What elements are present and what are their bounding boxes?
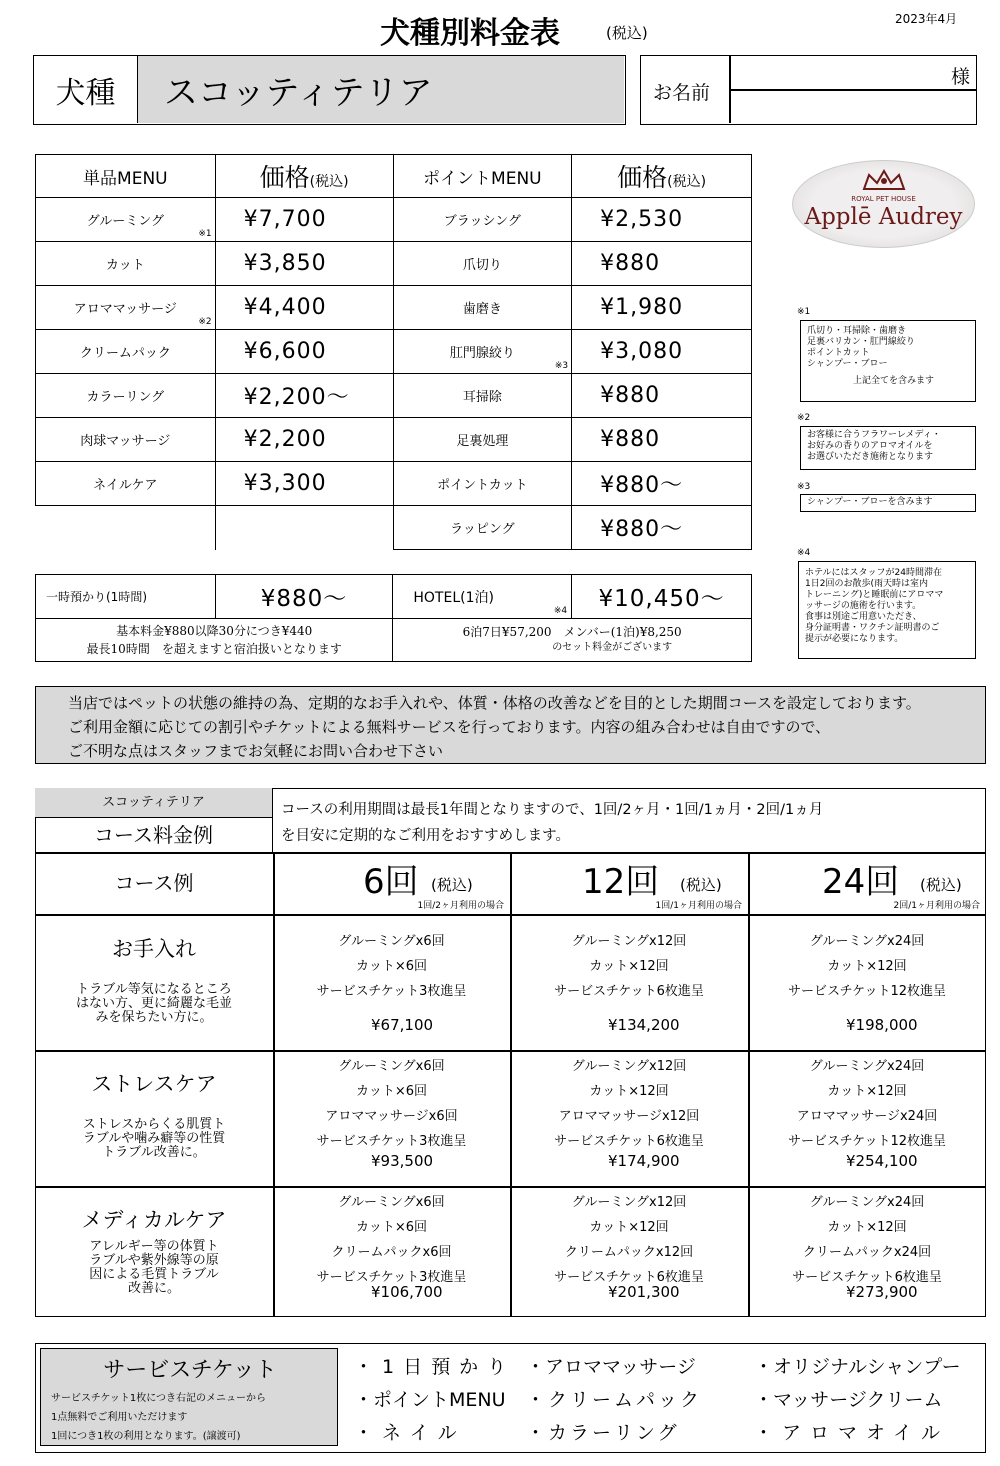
note-4-line: トレーニング)と睡眠前にアロママ: [805, 590, 944, 600]
day-care-note-1: 基本料金¥880以降30分につき¥440: [116, 624, 313, 638]
ticket-menu-item: ・アロママッサージ: [526, 1356, 696, 1378]
menu-row: [36, 506, 752, 550]
course-desc-line: 改善に。: [127, 1281, 180, 1296]
single-item-price: ¥7,700: [215, 198, 393, 242]
plan-header: [510, 852, 748, 914]
plan-tax: (税込): [920, 876, 962, 894]
footnote-mark: ※2: [198, 317, 212, 327]
plan-tax: (税込): [431, 876, 473, 894]
course-cell-price: ¥106,700: [371, 1283, 443, 1301]
course-desc-line: トラブル改善に。: [102, 1145, 206, 1160]
ticket-section: [35, 1343, 986, 1453]
course-desc: [35, 983, 273, 1025]
menu-row: [36, 374, 752, 418]
point-item-name: [393, 242, 572, 286]
course-cell: [273, 1190, 510, 1290]
note-2: [800, 426, 976, 470]
note-1-line: 爪切り・耳掃除・歯磨き: [807, 326, 907, 336]
course-desc-line: ストレスからくる肌質ト: [82, 1117, 226, 1132]
empty-cell: [215, 506, 393, 550]
course-example-label: コース例: [114, 871, 194, 895]
page-title: 犬種別料金表: [380, 16, 560, 51]
note-4-line: 食事は別途ご用意いただき、: [805, 612, 922, 622]
point-item-label: 耳掃除: [462, 390, 502, 405]
single-item-price: ¥2,200〜: [215, 374, 393, 418]
point-item-price: ¥880: [572, 418, 752, 462]
ticket-menu-item: ・オリジナルシャンプー: [754, 1356, 961, 1378]
info-line: ご不明な点はスタッフまでお気軽にお問い合わせ下さい: [68, 742, 444, 760]
plan-header: [748, 852, 986, 914]
course-row-divider: [35, 1186, 986, 1188]
point-item-name: [393, 374, 572, 418]
course-cell-line: グルーミングx6回: [338, 1195, 445, 1210]
course-cell-line: カット×12回: [589, 1220, 669, 1235]
course-cell-price: ¥273,900: [846, 1283, 918, 1301]
info-line: ご利用金額に応じての割引やチケットによる無料サービスを行っております。内容の組み合わせは自由ですので、: [68, 718, 831, 736]
hotel-label-cell: [393, 575, 572, 619]
ticket-title: サービスチケット: [103, 1358, 277, 1383]
note-4-line: ホテルにはスタッフが24時間滞在: [805, 568, 943, 578]
single-item-name: [36, 418, 216, 462]
hotel-price: ¥10,450〜: [572, 575, 752, 619]
course-cell-line: アロママッサージx6回: [325, 1109, 458, 1124]
stay-table: [35, 574, 752, 662]
hotel-label: HOTEL(1泊): [413, 589, 494, 606]
hotel-note-1: 6泊7日¥57,200 メンバー(1泊)¥8,250: [462, 625, 682, 639]
course-cell-line: クリームパックx12回: [564, 1245, 694, 1260]
course-desc-line: ラブルや噛み癖等の性質: [82, 1131, 226, 1146]
course-cell-price: ¥198,000: [846, 1016, 918, 1034]
course-cell-line: カット×12回: [827, 1220, 907, 1235]
course-desc-line: 因による毛質トラブル: [89, 1267, 219, 1282]
single-item-label: ネイルケア: [93, 478, 158, 493]
course-cell-price: ¥254,100: [846, 1152, 918, 1170]
course-cell-line: カット×12回: [589, 959, 669, 974]
note-1-footer: 上記全てを含みます: [853, 376, 935, 386]
point-item-label: ラッピング: [450, 522, 515, 537]
course-cell-line: グルーミングx12回: [571, 1059, 687, 1074]
ticket-menu-item: ・クリームパック: [526, 1389, 703, 1411]
course-cell-price: ¥134,200: [608, 1016, 680, 1034]
note-1: [800, 320, 976, 402]
note-1-line: シャンプー・ブロー: [807, 359, 888, 369]
course-cell-price: ¥93,500: [371, 1152, 434, 1170]
single-item-price: ¥2,200: [215, 418, 393, 462]
point-item-label: 爪切り: [462, 258, 502, 273]
point-item-price: ¥880〜: [572, 506, 752, 550]
single-item-name: [36, 374, 216, 418]
plan-count: 24回: [822, 862, 900, 902]
course-cell-line: クリームパックx6回: [331, 1245, 452, 1260]
course-cell-line: カット×6回: [355, 1220, 428, 1235]
course-cell-line: サービスチケット3枚進呈: [316, 984, 467, 999]
breed-label: 犬種: [34, 56, 138, 123]
note-3-line: シャンプー・ブローを含みます: [807, 497, 933, 507]
plan-usage: 1回/2ヶ月利用の場合: [417, 901, 504, 911]
breed-box: [33, 55, 626, 125]
note-4-line: 1日2回のお散歩(雨天時は室内: [805, 579, 928, 589]
note-1-line: 足裏バリカン・肛門線絞り: [807, 337, 915, 347]
plan-usage: 1回/1ヶ月利用の場合: [655, 901, 742, 911]
single-price-header: 価格(税込): [215, 155, 393, 198]
single-item-price: ¥3,300: [215, 462, 393, 506]
course-cell-line: サービスチケット3枚進呈: [316, 1134, 467, 1149]
course-name: メディカルケア: [81, 1208, 227, 1232]
plan-count: 12回: [582, 862, 660, 902]
course-desc-line: みを保ちたい方に。: [95, 1010, 213, 1025]
course-cell: [748, 929, 986, 1004]
course-cell: [273, 1054, 510, 1154]
course-section: [35, 788, 986, 1317]
menu-row: [36, 330, 752, 374]
course-cell-line: アロママッサージx24回: [796, 1109, 938, 1124]
course-cell-line: グルーミングx12回: [571, 1195, 687, 1210]
point-item-name: [393, 462, 572, 506]
course-cell-price: ¥201,300: [608, 1283, 680, 1301]
point-menu-header: ポイントMENU: [393, 155, 572, 198]
single-item-label: カラーリング: [86, 390, 165, 405]
course-cell-line: サービスチケット6枚進呈: [554, 1270, 704, 1285]
name-line: [729, 89, 976, 91]
breed-value: スコッティテリア: [138, 56, 624, 123]
single-item-name: [36, 462, 216, 506]
course-cell-line: サービスチケット6枚進呈: [792, 1270, 942, 1285]
logo-name: Applē Audrey: [804, 204, 963, 230]
hotel-note: [393, 619, 752, 662]
course-cell-line: カット×12回: [827, 959, 907, 974]
menu-table: [35, 154, 752, 550]
point-item-price: ¥880〜: [572, 462, 752, 506]
course-desc-line: トラブル等気になるところ: [76, 982, 232, 997]
point-item-name: [393, 506, 572, 550]
course-cell: [748, 1190, 986, 1290]
single-item-label: カット: [105, 258, 145, 273]
course-cell: [748, 1054, 986, 1154]
point-item-name: [393, 330, 572, 374]
course-desc-2: を目安に定期的なご利用をおすすめします。: [281, 828, 570, 844]
point-item-name: [393, 418, 572, 462]
menu-row: [36, 418, 752, 462]
single-item-name: [36, 286, 216, 330]
point-price-header: 価格(税込): [572, 155, 752, 198]
point-item-price: ¥2,530: [572, 198, 752, 242]
course-cell-line: カット×6回: [355, 1084, 428, 1099]
footnote-mark: ※3: [554, 361, 569, 371]
single-item-price: ¥6,600: [215, 330, 393, 374]
ticket-info-line: 1点無料でご利用いただけます: [51, 1412, 188, 1423]
course-breed: スコッティテリア: [35, 788, 273, 818]
course-desc-line: はない方、更に綺麗な毛並: [75, 996, 232, 1011]
note-2-mark: ※2: [797, 413, 811, 423]
note-4: [798, 561, 976, 659]
course-cell-line: サービスチケット12枚進呈: [787, 1134, 947, 1149]
hotel-mark: ※4: [553, 606, 568, 616]
day-care-note-2: 最長10時間 を超えますと宿泊扱いとなります: [86, 642, 342, 656]
point-item-label: ポイントカット: [437, 478, 528, 493]
customer-name-box[interactable]: [640, 55, 977, 125]
ticket-menu-item: ・マッサージクリーム: [754, 1389, 943, 1411]
menu-row: [36, 198, 752, 242]
course-cell-line: サービスチケット12枚進呈: [787, 984, 947, 999]
ticket-info-line: サービスチケット1枚につき右記のメニューから: [51, 1393, 267, 1404]
hotel-note-2: のセット料金がございます: [552, 642, 673, 653]
single-item-price: ¥3,850: [215, 242, 393, 286]
course-cell-line: カット×12回: [827, 1084, 907, 1099]
course-cell-line: サービスチケット6枚進呈: [554, 984, 704, 999]
plan-usage: 2回/1ヶ月利用の場合: [893, 901, 980, 911]
course-desc: [35, 1118, 273, 1160]
point-item-price: ¥3,080: [572, 330, 752, 374]
empty-cell: [36, 506, 216, 550]
point-item-label: 歯磨き: [462, 302, 502, 317]
course-title: コース料金例: [35, 818, 273, 852]
course-cell-line: グルーミングx6回: [338, 934, 445, 949]
page-title-tax: (税込): [606, 24, 648, 42]
single-item-label: 肉球マッサージ: [80, 434, 171, 449]
course-cell: [273, 929, 510, 1004]
day-care-label: 一時預かり(1時間): [36, 575, 216, 619]
single-item-label: グルーミング: [86, 214, 164, 229]
note-2-line: お選びいただき施術となります: [807, 452, 934, 462]
course-row-divider: [35, 1050, 986, 1052]
point-item-price: ¥880: [572, 242, 752, 286]
note-1-line: ポイントカット: [807, 348, 870, 358]
logo: [792, 160, 975, 248]
course-cell-line: グルーミングx24回: [809, 1195, 925, 1210]
single-item-name: [36, 330, 216, 374]
menu-row: [36, 242, 752, 286]
note-3: [800, 494, 976, 512]
course-cell-line: サービスチケット3枚進呈: [316, 1270, 467, 1285]
single-item-label: クリームパック: [79, 346, 171, 361]
note-3-mark: ※3: [797, 482, 811, 492]
course-name: ストレスケア: [91, 1072, 217, 1096]
plan-header: [273, 852, 510, 914]
course-cell: [510, 929, 748, 1004]
point-item-label: 足裏処理: [456, 434, 509, 449]
logo-top: ROYAL PET HOUSE: [851, 195, 916, 203]
ticket-info-box: [40, 1348, 338, 1446]
note-2-line: お客様に合うフラワーレメディ・: [807, 430, 941, 440]
day-care-price: ¥880〜: [215, 575, 393, 619]
plan-count: 6回: [363, 862, 419, 902]
day-care-note: [36, 619, 393, 662]
course-cell-line: グルーミングx6回: [338, 1059, 445, 1074]
single-item-name: [36, 242, 216, 286]
course-desc-1: コースの利用期間は最長1年間となりますので、1回/2ヶ月・1回/1ヵ月・2回/1ヵ月: [281, 802, 824, 818]
note-4-line: 身分証明書・ワクチン証明書のご: [805, 623, 940, 633]
course-cell-line: グルーミングx12回: [571, 934, 687, 949]
course-desc: [35, 1240, 273, 1296]
name-suffix: 様: [951, 66, 971, 88]
issue-date: 2023年4月: [895, 12, 958, 26]
crown-icon: [859, 169, 909, 191]
course-desc-line: ラブルや紫外線等の原: [89, 1253, 219, 1268]
point-item-name: [393, 286, 572, 330]
note-2-line: お好みの香りのアロマオイルを: [807, 441, 933, 451]
point-item-name: [393, 198, 572, 242]
point-item-label: 肛門腺絞り: [449, 346, 515, 361]
ticket-info-line: 1回につき1枚の利用となります。(譲渡可): [51, 1431, 241, 1442]
ticket-menu-item: ・ポイントMENU: [354, 1389, 506, 1411]
course-cell-line: クリームパックx24回: [802, 1245, 932, 1260]
ticket-menu-item: ・ネイル: [354, 1422, 466, 1444]
ticket-menu-item: ・カラーリング: [526, 1422, 680, 1444]
name-label: お名前: [653, 82, 711, 104]
course-cell-line: グルーミングx24回: [809, 934, 925, 949]
course-cell-line: グルーミングx24回: [809, 1059, 925, 1074]
info-box: [35, 686, 986, 764]
point-item-label: ブラッシング: [443, 214, 521, 229]
single-item-price: ¥4,400: [215, 286, 393, 330]
ticket-menu-item: ・1日預かり: [354, 1356, 516, 1378]
note-1-mark: ※1: [797, 307, 811, 317]
course-cell-line: カット×12回: [589, 1084, 669, 1099]
single-item-label: アロママッサージ: [73, 302, 177, 317]
course-desc-line: アレルギー等の体質ト: [89, 1239, 219, 1254]
info-line: 当店ではペットの状態の維持の為、定期的なお手入れや、体質・体格の改善などを目的とした期間コースを設定しております。: [68, 694, 921, 712]
menu-row: [36, 462, 752, 506]
note-4-mark: ※4: [797, 548, 811, 558]
course-cell-price: ¥174,900: [608, 1152, 680, 1170]
menu-row: [36, 286, 752, 330]
ticket-menu-item: ・アロマオイル: [754, 1422, 950, 1444]
course-cell-line: サービスチケット6枚進呈: [554, 1134, 704, 1149]
single-menu-header: 単品MENU: [36, 155, 216, 198]
course-cell-line: アロママッサージx12回: [558, 1109, 700, 1124]
course-cell: [510, 1054, 748, 1154]
footnote-mark: ※1: [198, 229, 212, 239]
note-4-line: 提示が必要になります。: [805, 634, 904, 644]
point-item-price: ¥880: [572, 374, 752, 418]
note-4-line: ッサージの施術を行います。: [805, 601, 922, 611]
plan-tax: (税込): [680, 876, 722, 894]
course-cell-price: ¥67,100: [371, 1016, 434, 1034]
point-item-price: ¥1,980: [572, 286, 752, 330]
single-item-name: [36, 198, 216, 242]
course-cell: [510, 1190, 748, 1290]
course-cell-line: カット×6回: [355, 959, 428, 974]
course-name: お手入れ: [112, 937, 196, 961]
